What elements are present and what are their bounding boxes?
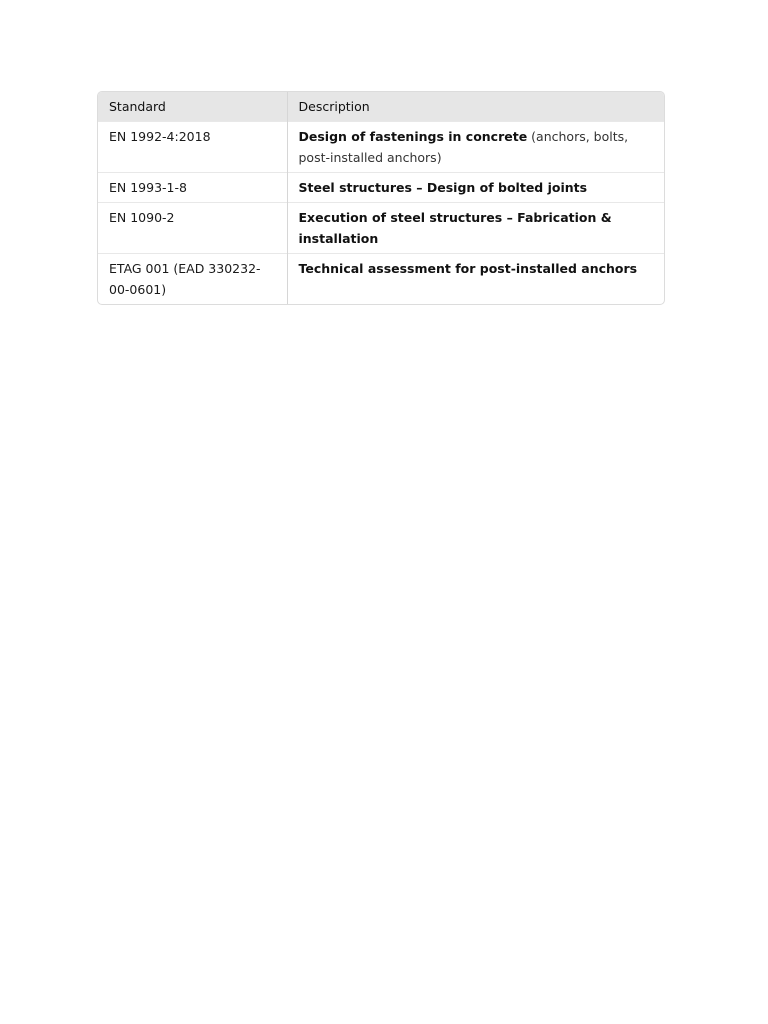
cell-standard: ETAG 001 (EAD 330232-00-0601) [98,254,287,305]
description-strong: Design of fastenings in concrete [298,129,528,144]
table-row [98,122,664,173]
header-description: Description [287,92,664,122]
cell-description [287,122,664,173]
cell-standard: EN 1090-2 [98,203,287,254]
description-strong: Technical assessment for post-installed anchors [298,261,638,276]
header-standard: Standard [98,92,287,122]
table-header-row [98,92,664,122]
standards-table [97,91,665,305]
table-row [98,203,664,254]
cell-standard: EN 1993-1-8 [98,173,287,203]
description-rest: (anchors, bolts, post-installed anchors) [298,129,629,165]
cell-standard: EN 1992-4:2018 [98,122,287,173]
standards-table-grid [98,92,664,304]
cell-description [287,203,664,254]
cell-description [287,173,664,203]
table-row [98,173,664,203]
table-row [98,254,664,305]
cell-description [287,254,664,305]
description-strong: Execution of steel structures – Fabrication & installation [298,210,612,246]
description-strong: Steel structures – Design of bolted joints [298,180,588,195]
